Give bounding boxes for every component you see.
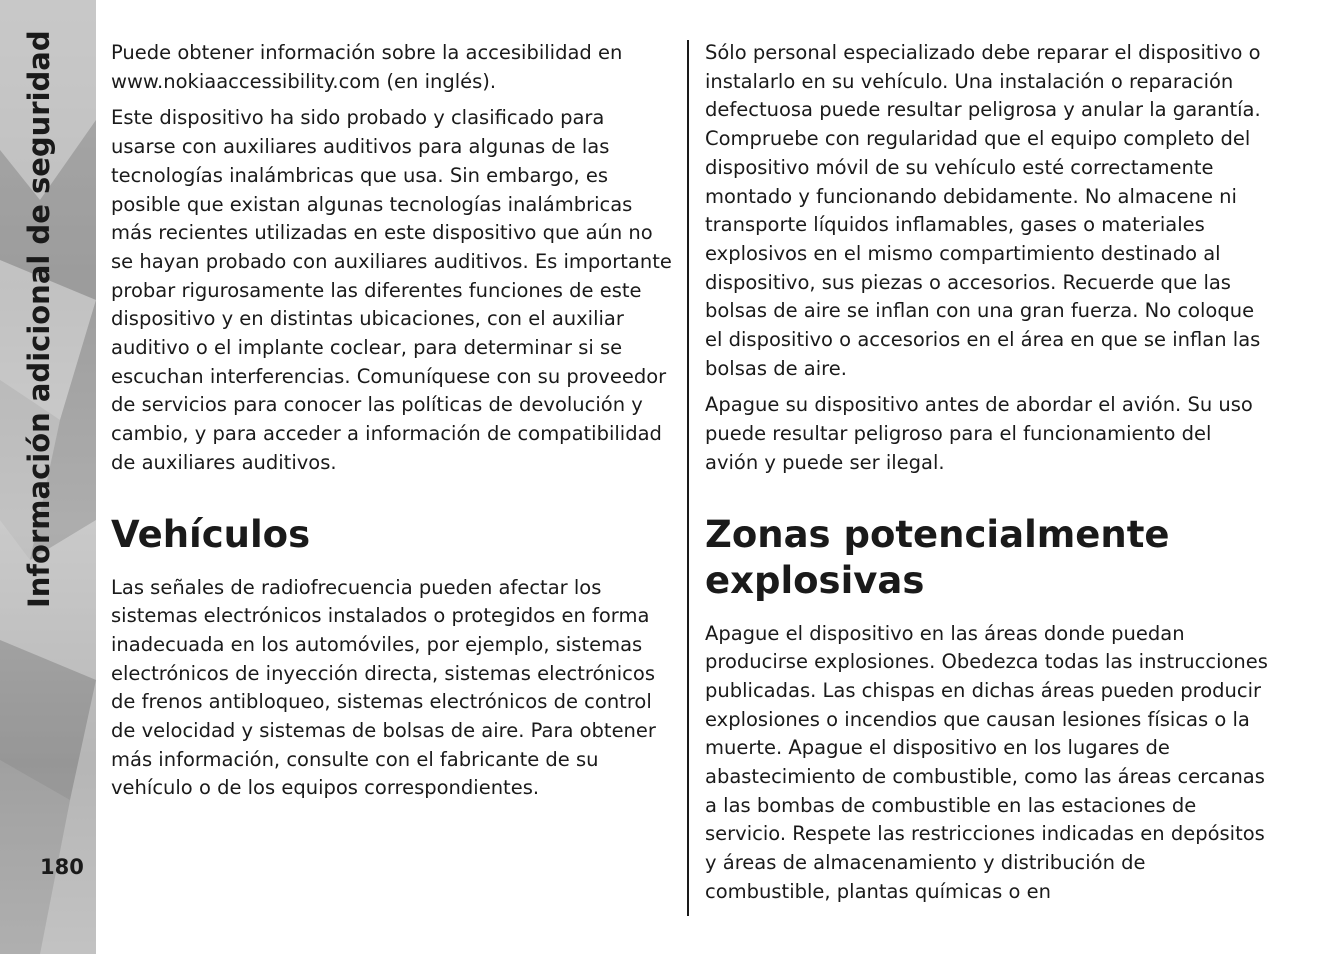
paragraph-hearing-aids: Este dispositivo ha sido probado y clasificado para usarse con auxiliares auditivos para algunas de las tecnologías inalámbricas que usa. Sin embargo, es posible que existan algunas tecnologías inalámbricas más recientes utilizadas en este dispositivo que aún no se hayan probado con auxiliares auditivos. Es importante probar rigurosamente las diferentes funciones de este dispositivo y en distintas ubicaciones, con el auxiliar auditivo o el implante coclear, para determinar si se escuchan interferencias. Comuníquese con su proveedor de servicios para conocer las políticas de devolución y cambio, y para acceder a información de compatibilidad de auxiliares auditivos. (111, 106, 672, 474)
heading-vehicles: Vehículos (111, 512, 311, 556)
paragraph-vehicles-rf: Las señales de radiofrecuencia pueden afectar los sistemas electrónicos instalados o protegidos en forma inadecuada en los automóviles, por ejemplo, sistemas electrónicos de inyección directa, sistemas electrónicos de frenos antibloqueo, sistemas electrónicos de control de velocidad y sistemas de bolsas de aire. Para obtener más información, consulte con el fabricante de su vehículo o de los equipos correspondientes. (111, 575, 656, 800)
right-column (705, 39, 1270, 915)
column-divider (687, 40, 689, 916)
paragraph-airplane: Apague su dispositivo antes de abordar el avión. Su uso puede resultar peligroso para el funcionamiento del avión y puede ser ilegal. (705, 393, 1253, 474)
page-number: 180 (40, 855, 84, 879)
paragraph-explosive-zones: Apague el dispositivo en las áreas donde puedan producirse explosiones. Obedezca todas las instrucciones publicadas. Las chispas en dichas áreas pueden producir explosiones o incendios que causan lesiones físicas o la muerte. Apague el dispositivo en los lugares de abastecimiento de combustible, como las áreas cercanas a las bombas de combustible en las estaciones de servicio. Respete las restricciones indicadas en depósitos y áreas de almacenamiento y distribución de combustible, plantas químicas o en (705, 621, 1268, 903)
paragraph-vehicle-installation: Sólo personal especializado debe reparar el dispositivo o instalarlo en su vehículo. Una instalación o reparación defectuosa puede resultar peligrosa y anular la garantía. Compruebe con regularidad que el equipo completo del dispositivo móvil de su vehículo esté correctamente montado y funcionando debidamente. No almacene ni transporte líquidos inflamables, gases o materiales explosivos en el mismo compartimiento destinado al dispositivo, sus piezas o accesorios. Recuerde que las bolsas de aire se inflan con una gran fuerza. No coloque el dispositivo o accesorios en el área en que se inflan las bolsas de aire. (705, 41, 1261, 380)
section-side-title: Información adicional de seguridad (22, 30, 56, 608)
heading-explosive-zones: Zonas potencialmente explosivas (705, 512, 1170, 602)
left-column (111, 39, 673, 811)
paragraph-accessibility: Puede obtener información sobre la accesibilidad en www.nokiaaccessibility.com (en inglés). (111, 41, 623, 93)
side-band (0, 0, 96, 954)
